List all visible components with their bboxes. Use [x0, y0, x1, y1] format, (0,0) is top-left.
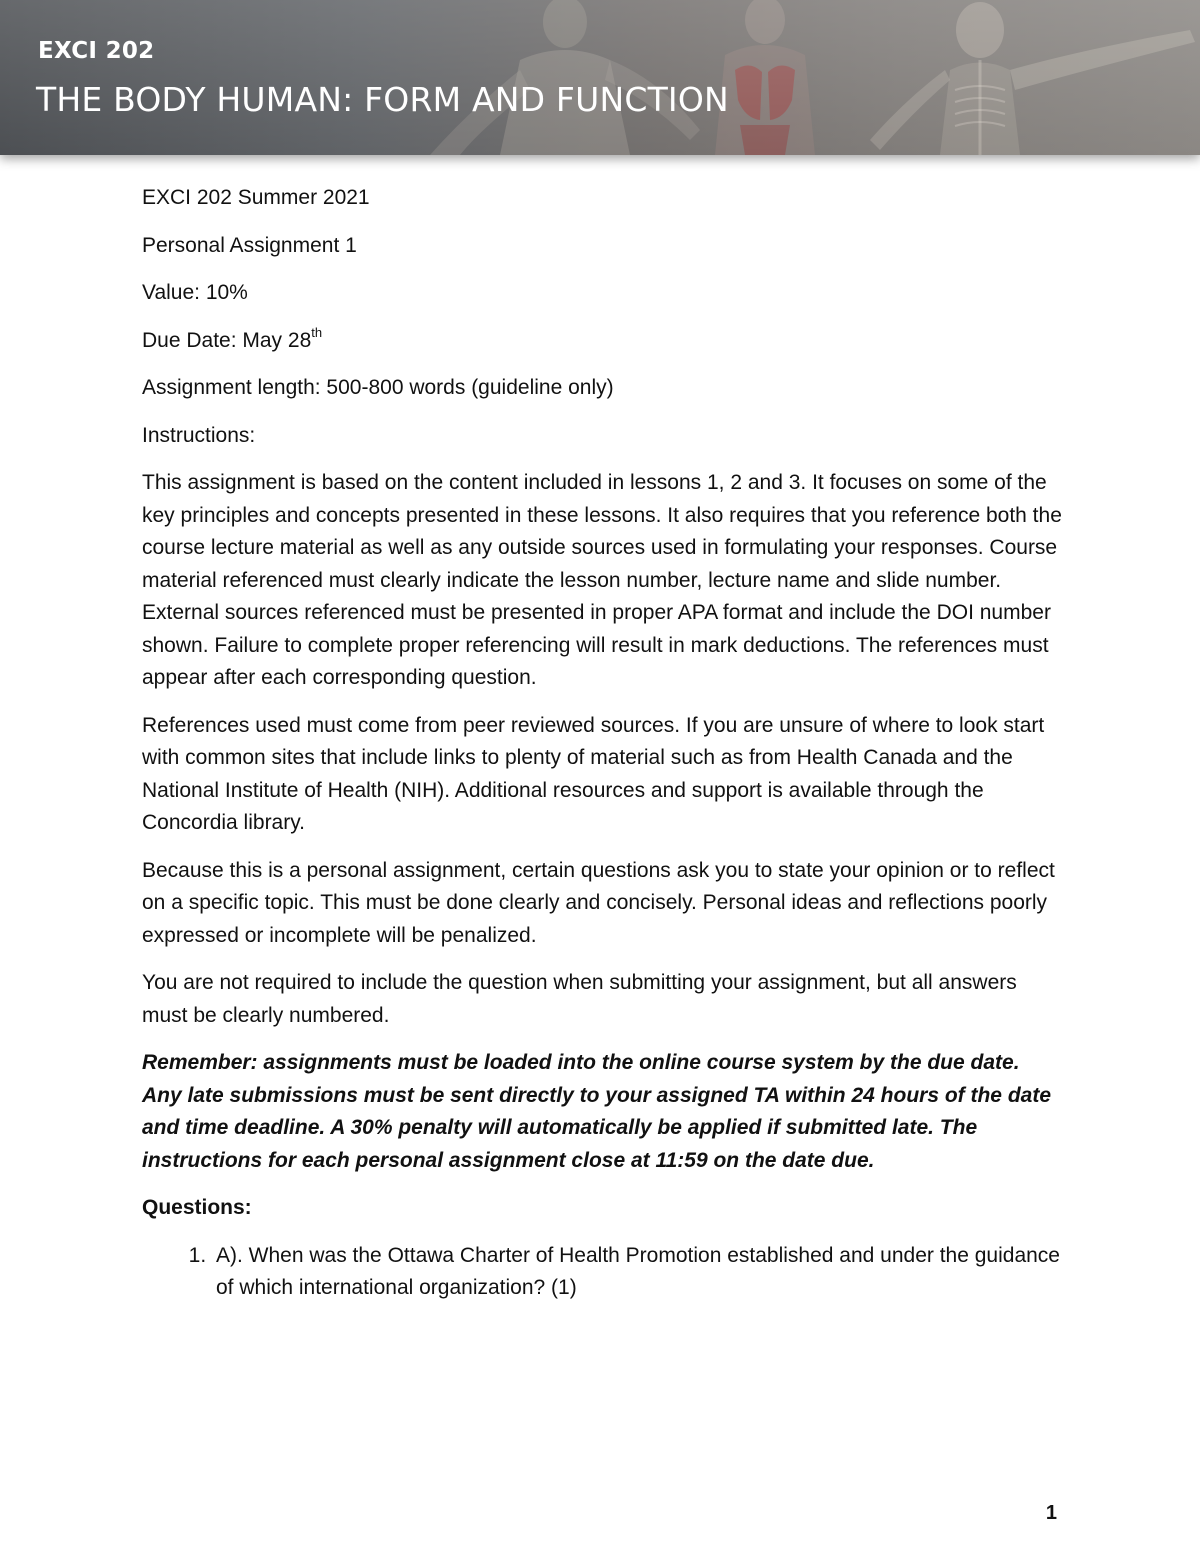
- length-line: Assignment length: 500-800 words (guideline only): [142, 376, 614, 399]
- course-title: THE BODY HUMAN: FORM AND FUNCTION: [36, 80, 729, 119]
- question-list: [142, 1240, 1062, 1305]
- value-line: Value: 10%: [142, 281, 248, 304]
- paragraph-referencing: This assignment is based on the content included in lessons 1, 2 and 3. It focuses on some of the key principles and concepts presented in these lessons. It also requires that you reference both the course lecture material as well as any outside sources used in formulating your responses. Course material referenced must clearly indicate the lesson number, lecture name and slide number. External sources referenced must be presented in proper APA format and include the DOI number shown. Failure to complete proper referencing will result in mark deductions. The references must appear after each corresponding question.: [142, 471, 1062, 689]
- header-banner: [0, 0, 1200, 155]
- paragraph-sources: References used must come from peer reviewed sources. If you are unsure of where to look start with common sites that include links to plenty of material such as from Health Canada and the National Institute of Health (NIH). Additional resources and support is available through the Concordia library.: [142, 713, 1045, 834]
- paragraph-numbering: You are not required to include the question when submitting your assignment, but all answers must be clearly numbered.: [142, 971, 1017, 1027]
- due-date-line: [142, 325, 1062, 358]
- assignment-line: Personal Assignment 1: [142, 233, 357, 257]
- paragraph-personal: Because this is a personal assignment, certain questions ask you to state your opinion or to reflect on a specific topic. This must be done clearly and concisely. Personal ideas and reflections poorly expressed or incomplete will be penalized.: [142, 858, 1055, 947]
- anatomy-figures-illustration: [0, 0, 1200, 155]
- question-item: 1. A). When was the Ottawa Charter of Health Promotion established and under the guidance of which international organization? (1): [212, 1240, 1062, 1305]
- course-code: EXCI 202: [38, 38, 155, 64]
- page-number: 1: [1045, 1502, 1057, 1524]
- reminder-paragraph: Remember: assignments must be loaded into the online course system by the due date. Any late submissions must be sent directly to your assigned TA within 24 hours of the date and time deadline. A 30% penalty will automatically be applied if submitted late. The instructions for each personal assignment close at 11:59 on the date due.: [142, 1051, 1051, 1172]
- term-line: EXCI 202 Summer 2021: [142, 186, 370, 209]
- questions-heading: Questions:: [142, 1196, 252, 1219]
- due-date-text: Due Date: May 28: [142, 328, 312, 352]
- document-body: [142, 182, 1062, 1305]
- instructions-label: Instructions:: [142, 423, 256, 447]
- due-date-ordinal: th: [311, 324, 323, 340]
